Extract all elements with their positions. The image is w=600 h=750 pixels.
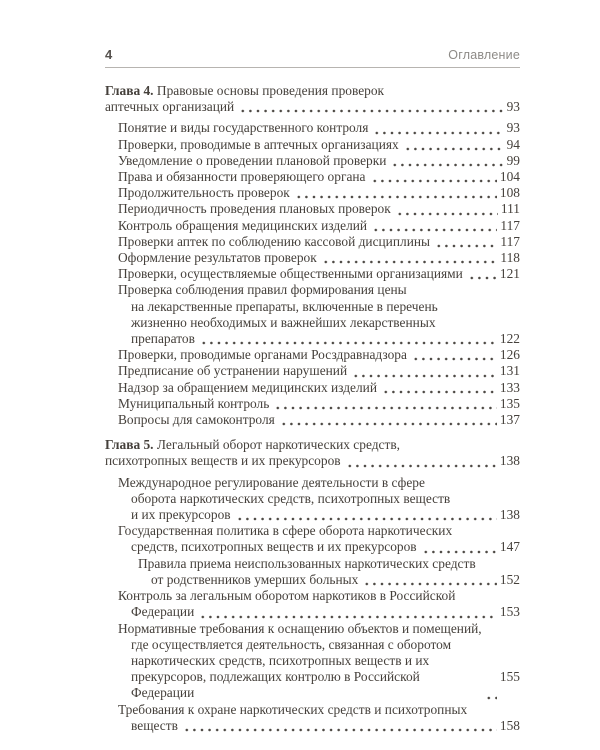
toc-page-number: 133 — [499, 379, 520, 395]
toc-line — [138, 556, 520, 572]
toc-line — [118, 702, 520, 718]
toc-line — [118, 588, 520, 604]
toc-page-number: 93 — [506, 99, 520, 115]
toc-entry-text: Проверка соблюдения правил формирования цены — [118, 282, 407, 298]
toc-entry — [105, 621, 520, 702]
toc-line — [131, 637, 520, 653]
toc-page-number: 137 — [499, 412, 520, 428]
dot-leader — [199, 615, 497, 619]
toc-line — [118, 201, 520, 217]
toc-line — [118, 363, 520, 379]
toc-entry — [105, 185, 520, 201]
toc-entry-text: Периодичность проведения плановых проверок — [118, 201, 391, 217]
toc-list — [105, 74, 520, 734]
dot-leader — [435, 244, 497, 248]
dot-leader — [372, 228, 497, 232]
toc-entry-text: Контроль за легальным оборотом наркотиков в Российской — [118, 588, 456, 604]
toc-line — [105, 453, 520, 469]
toc-chapter-entry — [105, 437, 520, 469]
toc-entry-text: Глава 4. Правовые основы проведения проверок — [105, 83, 385, 98]
dot-leader — [373, 131, 503, 135]
toc-entry — [105, 120, 520, 136]
toc-line — [118, 266, 520, 282]
toc-entry-text: Контроль обращения медицинских изделий — [118, 217, 368, 233]
toc-page-number: 118 — [500, 250, 520, 266]
toc-entry-text: Вопросы для самоконтроля — [118, 412, 275, 428]
page-number: 4 — [105, 47, 113, 62]
toc-entry-text: Надзор за обращением медицинских изделий — [118, 379, 377, 395]
toc-entry-text: Требования к охране наркотических средств и психотропных — [118, 701, 468, 717]
toc-line — [131, 491, 520, 507]
toc-line — [118, 120, 520, 136]
toc-page-number: 153 — [499, 604, 520, 620]
toc-page-number: 147 — [499, 539, 520, 555]
toc-entry — [105, 282, 520, 347]
dot-leader — [485, 696, 497, 700]
dot-leader — [382, 390, 497, 394]
dot-leader — [322, 260, 498, 264]
toc-entry — [105, 702, 520, 734]
dot-leader — [352, 374, 497, 378]
dot-leader — [396, 212, 498, 216]
chapter-prefix: Глава 5. — [105, 437, 154, 453]
toc-entry-text: Проверки, проводимые в аптечных организациях — [118, 136, 399, 152]
running-header-title: Оглавление — [448, 48, 520, 62]
toc-line — [105, 99, 520, 115]
toc-entry — [105, 347, 520, 363]
toc-page-number: 121 — [499, 266, 520, 282]
dot-leader — [239, 109, 503, 113]
toc-page-number: 131 — [499, 363, 520, 379]
toc-entry-text: Правила приема неиспользованных наркотических средств — [138, 555, 476, 571]
toc-entry — [105, 250, 520, 266]
toc-line — [118, 523, 520, 539]
toc-entry-text: Нормативные требования к оснащению объектов и помещений, — [118, 620, 482, 636]
toc-entry — [105, 396, 520, 412]
toc-line — [118, 475, 520, 491]
toc-line — [118, 347, 520, 363]
toc-page-number: 99 — [506, 152, 520, 168]
toc-entry-text: Глава 5. Легальный оборот наркотических средств, — [105, 437, 400, 453]
toc-line — [118, 169, 520, 185]
toc-line — [118, 218, 520, 234]
toc-page-number: 126 — [499, 347, 520, 363]
toc-entry — [105, 266, 520, 282]
toc-line — [118, 412, 520, 428]
toc-entry — [105, 201, 520, 217]
toc-entry-text: Продолжительность проверок — [118, 185, 290, 201]
toc-entry — [105, 234, 520, 250]
toc-page-number: 117 — [500, 217, 520, 233]
toc-entry-text: Муниципальный контроль — [118, 395, 270, 411]
toc-line — [151, 572, 520, 588]
dot-leader — [346, 464, 497, 468]
toc-line — [131, 653, 520, 669]
toc-line — [105, 437, 520, 453]
dot-leader — [236, 517, 497, 521]
dot-leader — [200, 341, 497, 345]
toc-entry-text: жизненно необходимых и важнейших лекарственных — [131, 314, 436, 330]
toc-line — [131, 507, 520, 523]
toc-entry-text: Международное регулирование деятельности в сфере — [118, 474, 425, 490]
dot-leader — [280, 422, 497, 426]
toc-line — [131, 718, 520, 734]
toc-line — [118, 282, 520, 298]
dot-leader — [412, 357, 497, 361]
toc-page-number: 138 — [499, 453, 520, 469]
toc-entry-text: веществ — [131, 717, 178, 733]
toc-page-number: 158 — [499, 717, 520, 733]
toc-entry-text: аптечных организаций — [105, 99, 235, 115]
dot-leader — [371, 179, 497, 183]
toc-line — [118, 250, 520, 266]
toc-entry-text: средств, психотропных веществ и их прекурсоров — [131, 539, 417, 555]
toc-line — [118, 396, 520, 412]
toc-entry — [105, 556, 520, 588]
dot-leader — [404, 147, 504, 151]
toc-entry-text: от родственников умерших больных — [151, 571, 359, 587]
toc-entry-text: Проверки, проводимые органами Росздравнадзора — [118, 347, 407, 363]
toc-entry-text: препаратов — [131, 331, 195, 347]
dot-leader — [391, 163, 503, 167]
toc-entry-text: Уведомление о проведении плановой проверки — [118, 152, 387, 168]
dot-leader — [295, 195, 497, 199]
dot-leader — [422, 550, 497, 554]
toc-entry — [105, 218, 520, 234]
dot-leader — [363, 582, 497, 586]
toc-page-number: 93 — [506, 120, 520, 136]
toc-entry — [105, 363, 520, 379]
toc-entry-text: оборота наркотических средств, психотропных веществ — [131, 490, 451, 506]
toc-page-number: 108 — [499, 185, 520, 201]
toc-line — [105, 83, 520, 99]
toc-entry-text: психотропных веществ и их прекурсоров — [105, 453, 341, 469]
toc-entry — [105, 137, 520, 153]
toc-page-number: 138 — [499, 507, 520, 523]
toc-page-number: 122 — [499, 331, 520, 347]
toc-page-number: 152 — [499, 571, 520, 587]
toc-line — [118, 234, 520, 250]
toc-line — [131, 669, 520, 701]
toc-entry-text: прекурсоров, подлежащих контролю в Российской Федерации — [131, 669, 424, 701]
toc-line — [131, 299, 520, 315]
toc-line — [131, 315, 520, 331]
dot-leader — [274, 406, 497, 410]
toc-entry-text: Права и обязанности проверяющего органа — [118, 169, 366, 185]
toc-chapter-entry — [105, 83, 520, 115]
toc-page-number: 135 — [499, 395, 520, 411]
toc-entry-text: Проверки аптек по соблюдению кассовой дисциплины — [118, 233, 431, 249]
toc-entry-text: Федерации — [131, 604, 195, 620]
toc-entry-text: Государственная политика в сфере оборота наркотических — [118, 523, 453, 539]
toc-entry — [105, 169, 520, 185]
toc-entry-text: наркотических средств, психотропных веществ и их — [131, 652, 430, 668]
toc-page-number: 117 — [500, 233, 520, 249]
toc-entry-text: Проверки, осуществляемые общественными организациями — [118, 266, 463, 282]
toc-line — [131, 539, 520, 555]
toc-line — [118, 153, 520, 169]
toc-line — [118, 380, 520, 396]
toc-entry-text: Понятие и виды государственного контроля — [118, 120, 369, 136]
toc-page-number: 155 — [499, 669, 520, 685]
toc-page-number: 94 — [506, 136, 520, 152]
toc-line — [118, 621, 520, 637]
toc-entry-text: на лекарственные препараты, включенные в перечень — [131, 298, 438, 314]
toc-page-number: 104 — [499, 169, 520, 185]
toc-entry-text: Оформление результатов проверок — [118, 250, 317, 266]
toc-entry — [105, 153, 520, 169]
toc-line — [118, 185, 520, 201]
toc-entry — [105, 380, 520, 396]
running-header — [105, 47, 520, 68]
toc-page-number: 111 — [500, 201, 520, 217]
toc-line — [131, 331, 520, 347]
toc-line — [118, 137, 520, 153]
toc-entry — [105, 523, 520, 555]
toc-entry-text: где осуществляется деятельность, связанная с оборотом — [131, 636, 452, 652]
dot-leader — [468, 276, 497, 280]
toc-entry — [105, 412, 520, 428]
toc-entry — [105, 588, 520, 620]
dot-leader — [183, 728, 497, 732]
toc-entry-text: Предписание об устранении нарушений — [118, 363, 348, 379]
toc-entry-text: и их прекурсоров — [131, 507, 231, 523]
chapter-prefix: Глава 4. — [105, 83, 154, 98]
toc-line — [131, 604, 520, 620]
toc-entry — [105, 475, 520, 524]
